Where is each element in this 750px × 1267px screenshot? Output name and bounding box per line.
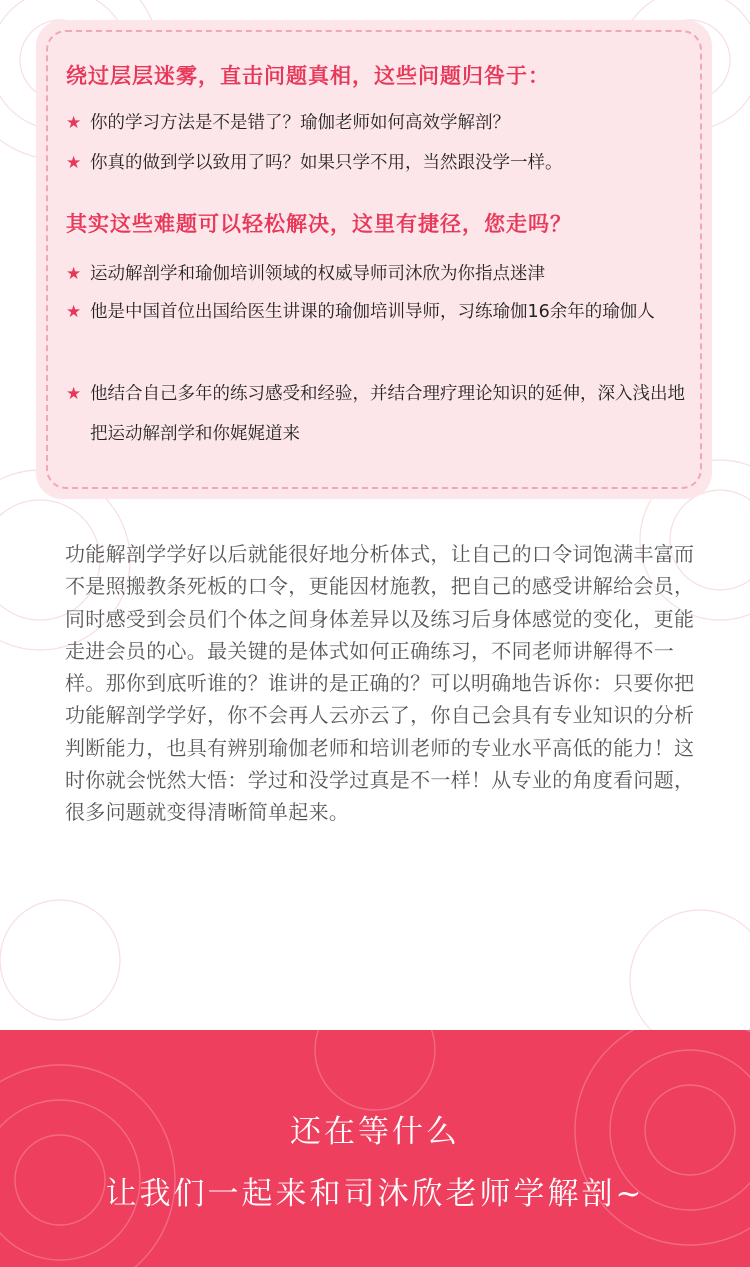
list-item-text: 你真的做到学以致用了吗？如果只学不用，当然跟没学一样。 xyxy=(90,153,563,173)
star-icon: ★ xyxy=(66,264,82,284)
list-item-text: 他是中国首位出国给医生讲课的瑜伽培训导师，习练瑜伽16余年的瑜伽人 xyxy=(90,302,655,322)
call-to-action-banner xyxy=(0,1030,750,1267)
cta-headline: 还在等什么 xyxy=(290,1114,460,1150)
star-icon: ★ xyxy=(66,113,82,133)
star-icon: ★ xyxy=(66,302,82,322)
card-heading-solution: 其实这些难题可以轻松解决，这里有捷径，您走吗？ xyxy=(66,212,572,236)
list-item xyxy=(66,143,686,183)
star-icon: ★ xyxy=(66,384,82,404)
list-item-text: 运动解剖学和瑜伽培训领域的权威导师司沐欣为你指点迷津 xyxy=(90,264,545,284)
star-icon: ★ xyxy=(66,153,82,173)
list-item xyxy=(66,292,686,332)
list-item xyxy=(66,374,686,454)
card-heading-problems: 绕过层层迷雾，直击问题真相，这些问题归咎于： xyxy=(66,64,550,88)
list-item-text: 他结合自己多年的练习感受和经验，并结合理疗理论知识的延伸，深入浅出地把运动解剖学和你娓娓道来 xyxy=(90,384,685,444)
cta-subline: 让我们一起来和司沐欣老师学解剖~ xyxy=(105,1176,645,1212)
list-item-text: 你的学习方法是不是错了？瑜伽老师如何高效学解剖？ xyxy=(90,113,510,133)
list-item xyxy=(66,254,686,294)
description-paragraph: 功能解剖学学好以后就能很好地分析体式，让自己的口令词饱满丰富而不是照搬教条死板的口令，更能因材施教，把自己的感受讲解给会员，同时感受到会员们个体之间身体差异以及练习后身体感觉的变化，更能走进会员的心。最关键的是体式如何正确练习，不同老师讲解得不一样。那你到底听谁的？谁讲的是正确的？可以明确地告诉你：只要你把功能解剖学学好，你不会再人云亦云了，你自己会具有专业知识的分析判断能力，也具有辨别瑜伽老师和培训老师的专业水平高低的能力！这时你就会恍然大悟：学过和没学过真是不一样！从专业的角度看问题，很多问题就变得清晰简单起来。 xyxy=(65,542,695,825)
list-item xyxy=(66,103,686,143)
